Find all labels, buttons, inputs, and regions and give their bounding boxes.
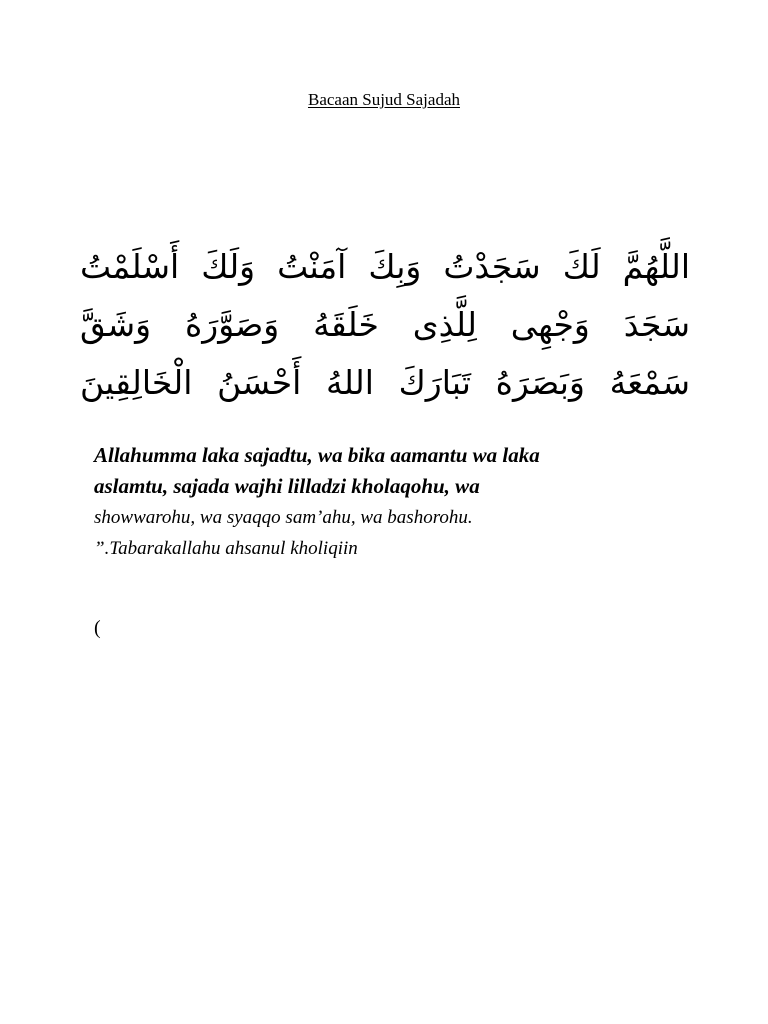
- trailing-parenthesis: (: [94, 617, 101, 639]
- transliteration-text: [94, 440, 694, 564]
- arabic-line-1: اللَّهُمَّ لَكَ سَجَدْتُ وَبِكَ آمَنْتُ وَلَكَ أَسْلَمْتُ: [80, 247, 690, 286]
- page-title: Bacaan Sujud Sajadah: [307, 90, 460, 109]
- arabic-prayer-text: [80, 238, 690, 412]
- arabic-line-2: سَجَدَ وَجْهِى لِلَّذِى خَلَقَهُ وَصَوَّرَهُ وَشَقَّ: [80, 305, 690, 344]
- transliteration-line-1: Allahumma laka sajadtu, wa bika aamantu wa laka: [94, 443, 540, 467]
- arabic-line-3: سَمْعَهُ وَبَصَرَهُ تَبَارَكَ اللهُ أَحْسَنُ الْخَالِقِينَ: [80, 363, 690, 402]
- transliteration-line-4: ”.Tabarakallahu ahsanul kholiqiin: [94, 538, 358, 559]
- transliteration-line-2: aslamtu, sajada wajhi lilladzi kholaqohu, wa: [94, 474, 480, 498]
- transliteration-line-3: showwarohu, wa syaqqo sam’ahu, wa bashorohu.: [94, 507, 473, 528]
